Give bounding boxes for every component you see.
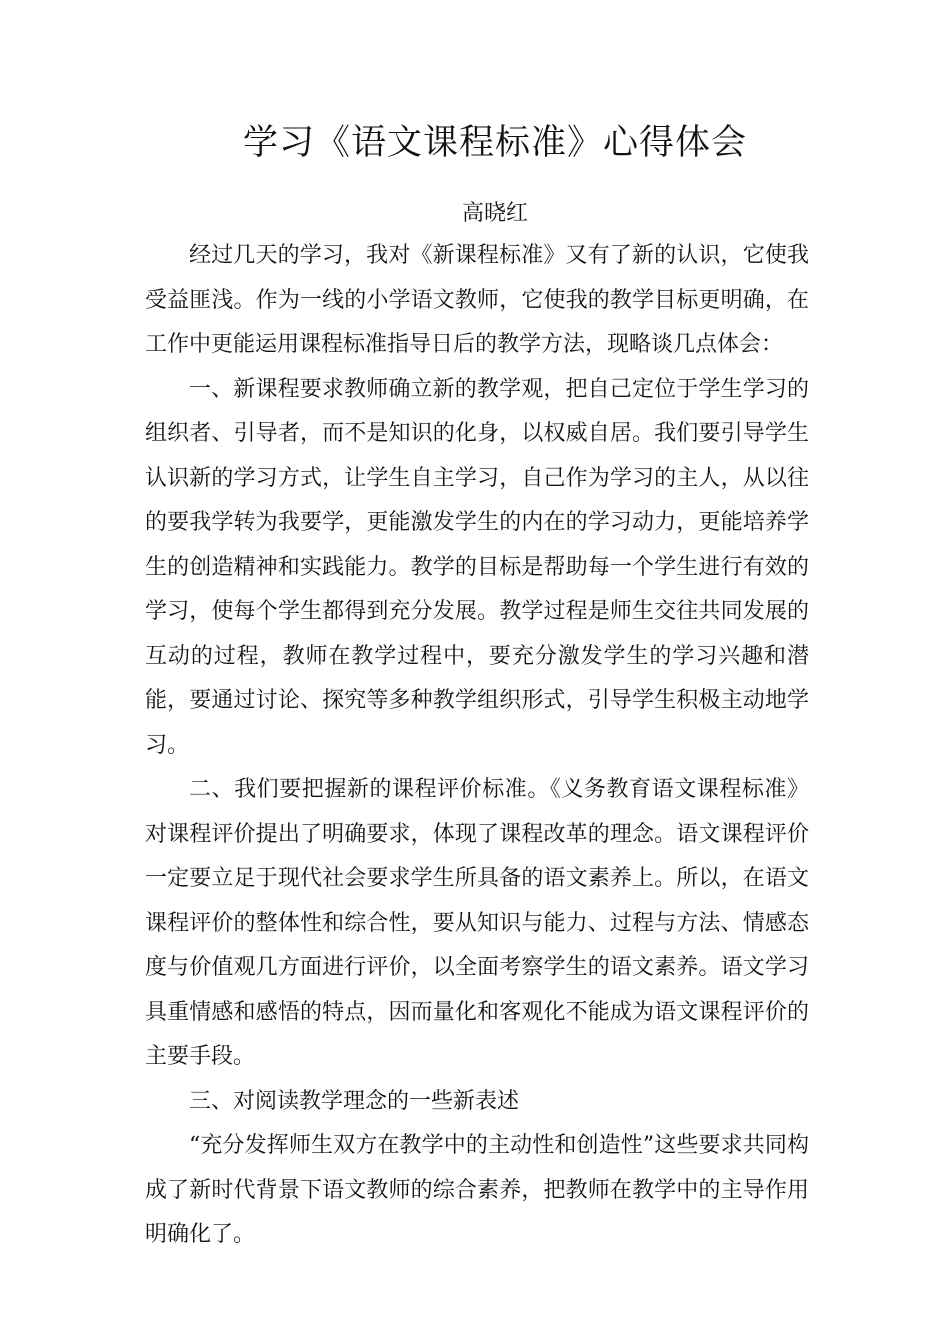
paragraph-point-two: 二、我们要把握新的课程评价标准。《义务教育语文课程标准》对课程评价提出了明确要求，体现了课程改革的理念。语文课程评价一定要立足于现代社会要求学生所具备的语文素养上。所以，在语文课程评价的整体性和综合性，要从知识与能力、过程与方法、情感态度与价值观几方面进行评价，以全面考察学生的语文素养。语文学习具重情感和感悟的特点，因而量化和客观化不能成为语文课程评价的主要手段。 <box>145 777 809 1069</box>
author-name: 高晓红 <box>461 201 528 226</box>
paragraph-intro: 经过几天的学习，我对《新课程标准》又有了新的认识，它使我受益匪浅。作为一线的小学语文教师，它使我的教学目标更明确，在工作中更能运用课程标准指导日后的教学方法，现略谈几点体会： <box>145 243 809 357</box>
paragraph-point-three-heading: 三、对阅读教学理念的一些新表述 <box>189 1088 520 1114</box>
document-body <box>145 234 809 1258</box>
document-title: 学习《语文课程标准》心得体会 <box>242 123 747 163</box>
paragraph-point-one: 一、新课程要求教师确立新的教学观，把自己定位于学生学习的组织者、引导者，而不是知识的化身，以权威自居。我们要引导学生认识新的学习方式，让学生自主学习，自己作为学习的主人，从以往的要我学转为我要学，更能激发学生的内在的学习动力，更能培养学生的创造精神和实践能力。教学的目标是帮助每一个学生进行有效的学习，使每个学生都得到充分发展。教学过程是师生交往共同发展的互动的过程，教师在教学过程中，要充分激发学生的学习兴趣和潜能，要通过讨论、探究等多种教学组织形式，引导学生积极主动地学习。 <box>145 376 809 758</box>
paragraph-point-three-body: “充分发挥师生双方在教学中的主动性和创造性”这些要求共同构成了新时代背景下语文教师的综合素养，把教师在教学中的主导作用明确化了。 <box>145 1133 809 1247</box>
